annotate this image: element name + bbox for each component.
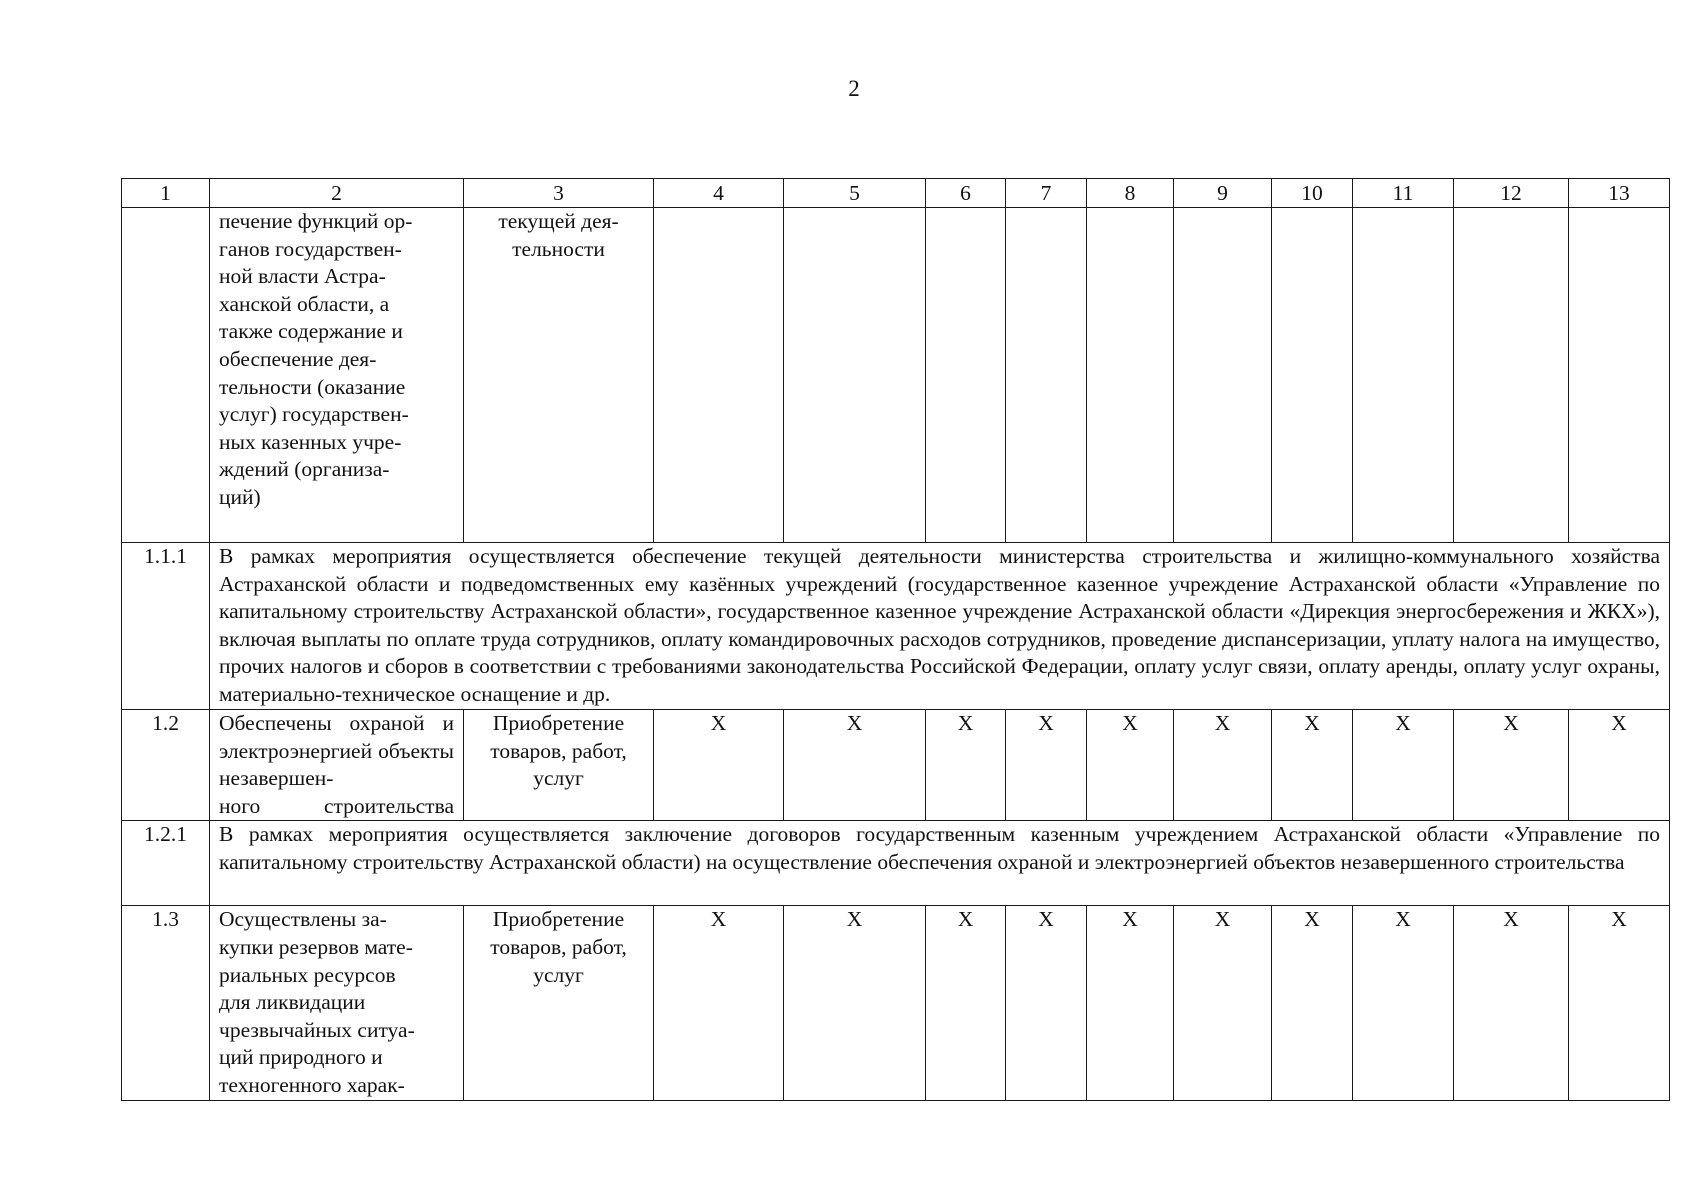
empty-cell — [654, 208, 784, 543]
empty-cell — [1454, 208, 1569, 543]
x-mark-cell: X — [1174, 906, 1272, 1101]
x-mark-cell: X — [654, 906, 784, 1101]
column-number: 9 — [1174, 179, 1272, 208]
table-row-1-1-1 — [122, 543, 1670, 710]
column-number: 10 — [1272, 179, 1353, 208]
table-row-1-3 — [122, 906, 1670, 1101]
x-mark-cell: X — [1006, 906, 1087, 1101]
empty-cell — [1087, 208, 1174, 543]
x-mark-cell: X — [1174, 710, 1272, 821]
column-number: 13 — [1569, 179, 1670, 208]
x-mark-cell: X — [1006, 710, 1087, 821]
expense-type-cell: Приобретение товаров, работ, услуг — [464, 710, 654, 821]
x-mark-cell: X — [1353, 710, 1454, 821]
empty-cell — [1569, 208, 1670, 543]
x-mark-cell: X — [1087, 906, 1174, 1101]
x-mark-cell: X — [1272, 906, 1353, 1101]
table-row-1-2 — [122, 710, 1670, 821]
column-number-row — [122, 179, 1670, 208]
activities-table — [121, 178, 1670, 1101]
column-number: 6 — [926, 179, 1006, 208]
empty-cell — [1174, 208, 1272, 543]
row-number-cell: 1.3 — [122, 906, 210, 1101]
row-number-cell: 1.2.1 — [122, 821, 210, 906]
column-number: 2 — [210, 179, 464, 208]
column-number: 3 — [464, 179, 654, 208]
x-mark-cell: X — [926, 710, 1006, 821]
empty-cell — [1272, 208, 1353, 543]
x-mark-cell: X — [784, 710, 926, 821]
column-number: 12 — [1454, 179, 1569, 208]
x-mark-cell: X — [1569, 906, 1670, 1101]
x-mark-cell: X — [1569, 710, 1670, 821]
row-number-cell: 1.2 — [122, 710, 210, 821]
column-number: 4 — [654, 179, 784, 208]
table-row-1-2-1 — [122, 821, 1670, 906]
x-mark-cell: X — [1272, 710, 1353, 821]
x-mark-cell: X — [1454, 906, 1569, 1101]
x-mark-cell: X — [926, 906, 1006, 1101]
column-number: 1 — [122, 179, 210, 208]
expense-type-cell: Приобретение товаров, работ, услуг — [464, 906, 654, 1101]
column-number: 11 — [1353, 179, 1454, 208]
empty-cell — [926, 208, 1006, 543]
empty-cell — [1353, 208, 1454, 543]
x-mark-cell: X — [1353, 906, 1454, 1101]
column-number: 5 — [784, 179, 926, 208]
row-number-cell — [122, 208, 210, 543]
x-mark-cell: X — [1454, 710, 1569, 821]
empty-cell — [1006, 208, 1087, 543]
description-cell: печение функций ор- ганов государствен- ной власти Астра- ханской области, а также содержание и обеспечение дея- тельности (оказание услуг) государствен- ных казенных учре- ждений (организа- ций) — [210, 208, 464, 543]
x-mark-cell: X — [1087, 710, 1174, 821]
table-row-continuation — [122, 208, 1670, 543]
expense-type-cell: текущей дея- тельности — [464, 208, 654, 543]
column-number: 7 — [1006, 179, 1087, 208]
row-number-cell: 1.1.1 — [122, 543, 210, 710]
empty-cell — [784, 208, 926, 543]
page-number: 2 — [848, 76, 860, 101]
activity-description: В рамках мероприятия осуществляется заключение договоров государственным казенным учреждением Астраханской области «Управление по капитальному строительству Астраханской области) на осуществление обеспечения охраной и электроэнергией объектов незавершенного строительства — [210, 821, 1670, 906]
column-number: 8 — [1087, 179, 1174, 208]
description-cell: Осуществлены за- купки резервов мате- риальных ресурсов для ликвидации чрезвычайных ситуа- ций природного и техногенного харак- — [210, 906, 464, 1101]
x-mark-cell: X — [654, 710, 784, 821]
x-mark-cell: X — [784, 906, 926, 1101]
activity-description: В рамках мероприятия осуществляется обеспечение текущей деятельности министерства строительства и жилищно-коммунального хозяйства Астраханской области и подведомственных ему казённых учреждений (государственное казенное учреждение Астраханской области «Управление по капитальному строительству Астраханской области», государственное казенное учреждение Астраханской области «Дирекция энергосбережения и ЖКХ»), включая выплаты по оплате труда сотрудников, оплату командировочных расходов сотрудников, проведение диспансеризации, уплату налога на имущество, прочих налогов и сборов в соответствии с требованиями законодательства Российской Федерации, оплату услуг связи, оплату аренды, оплату услуг охраны, материально-техническое оснащение и др. — [210, 543, 1670, 710]
description-cell: Обеспечены охраной и электроэнергией объекты незавершен- ного строительства — [210, 710, 464, 821]
